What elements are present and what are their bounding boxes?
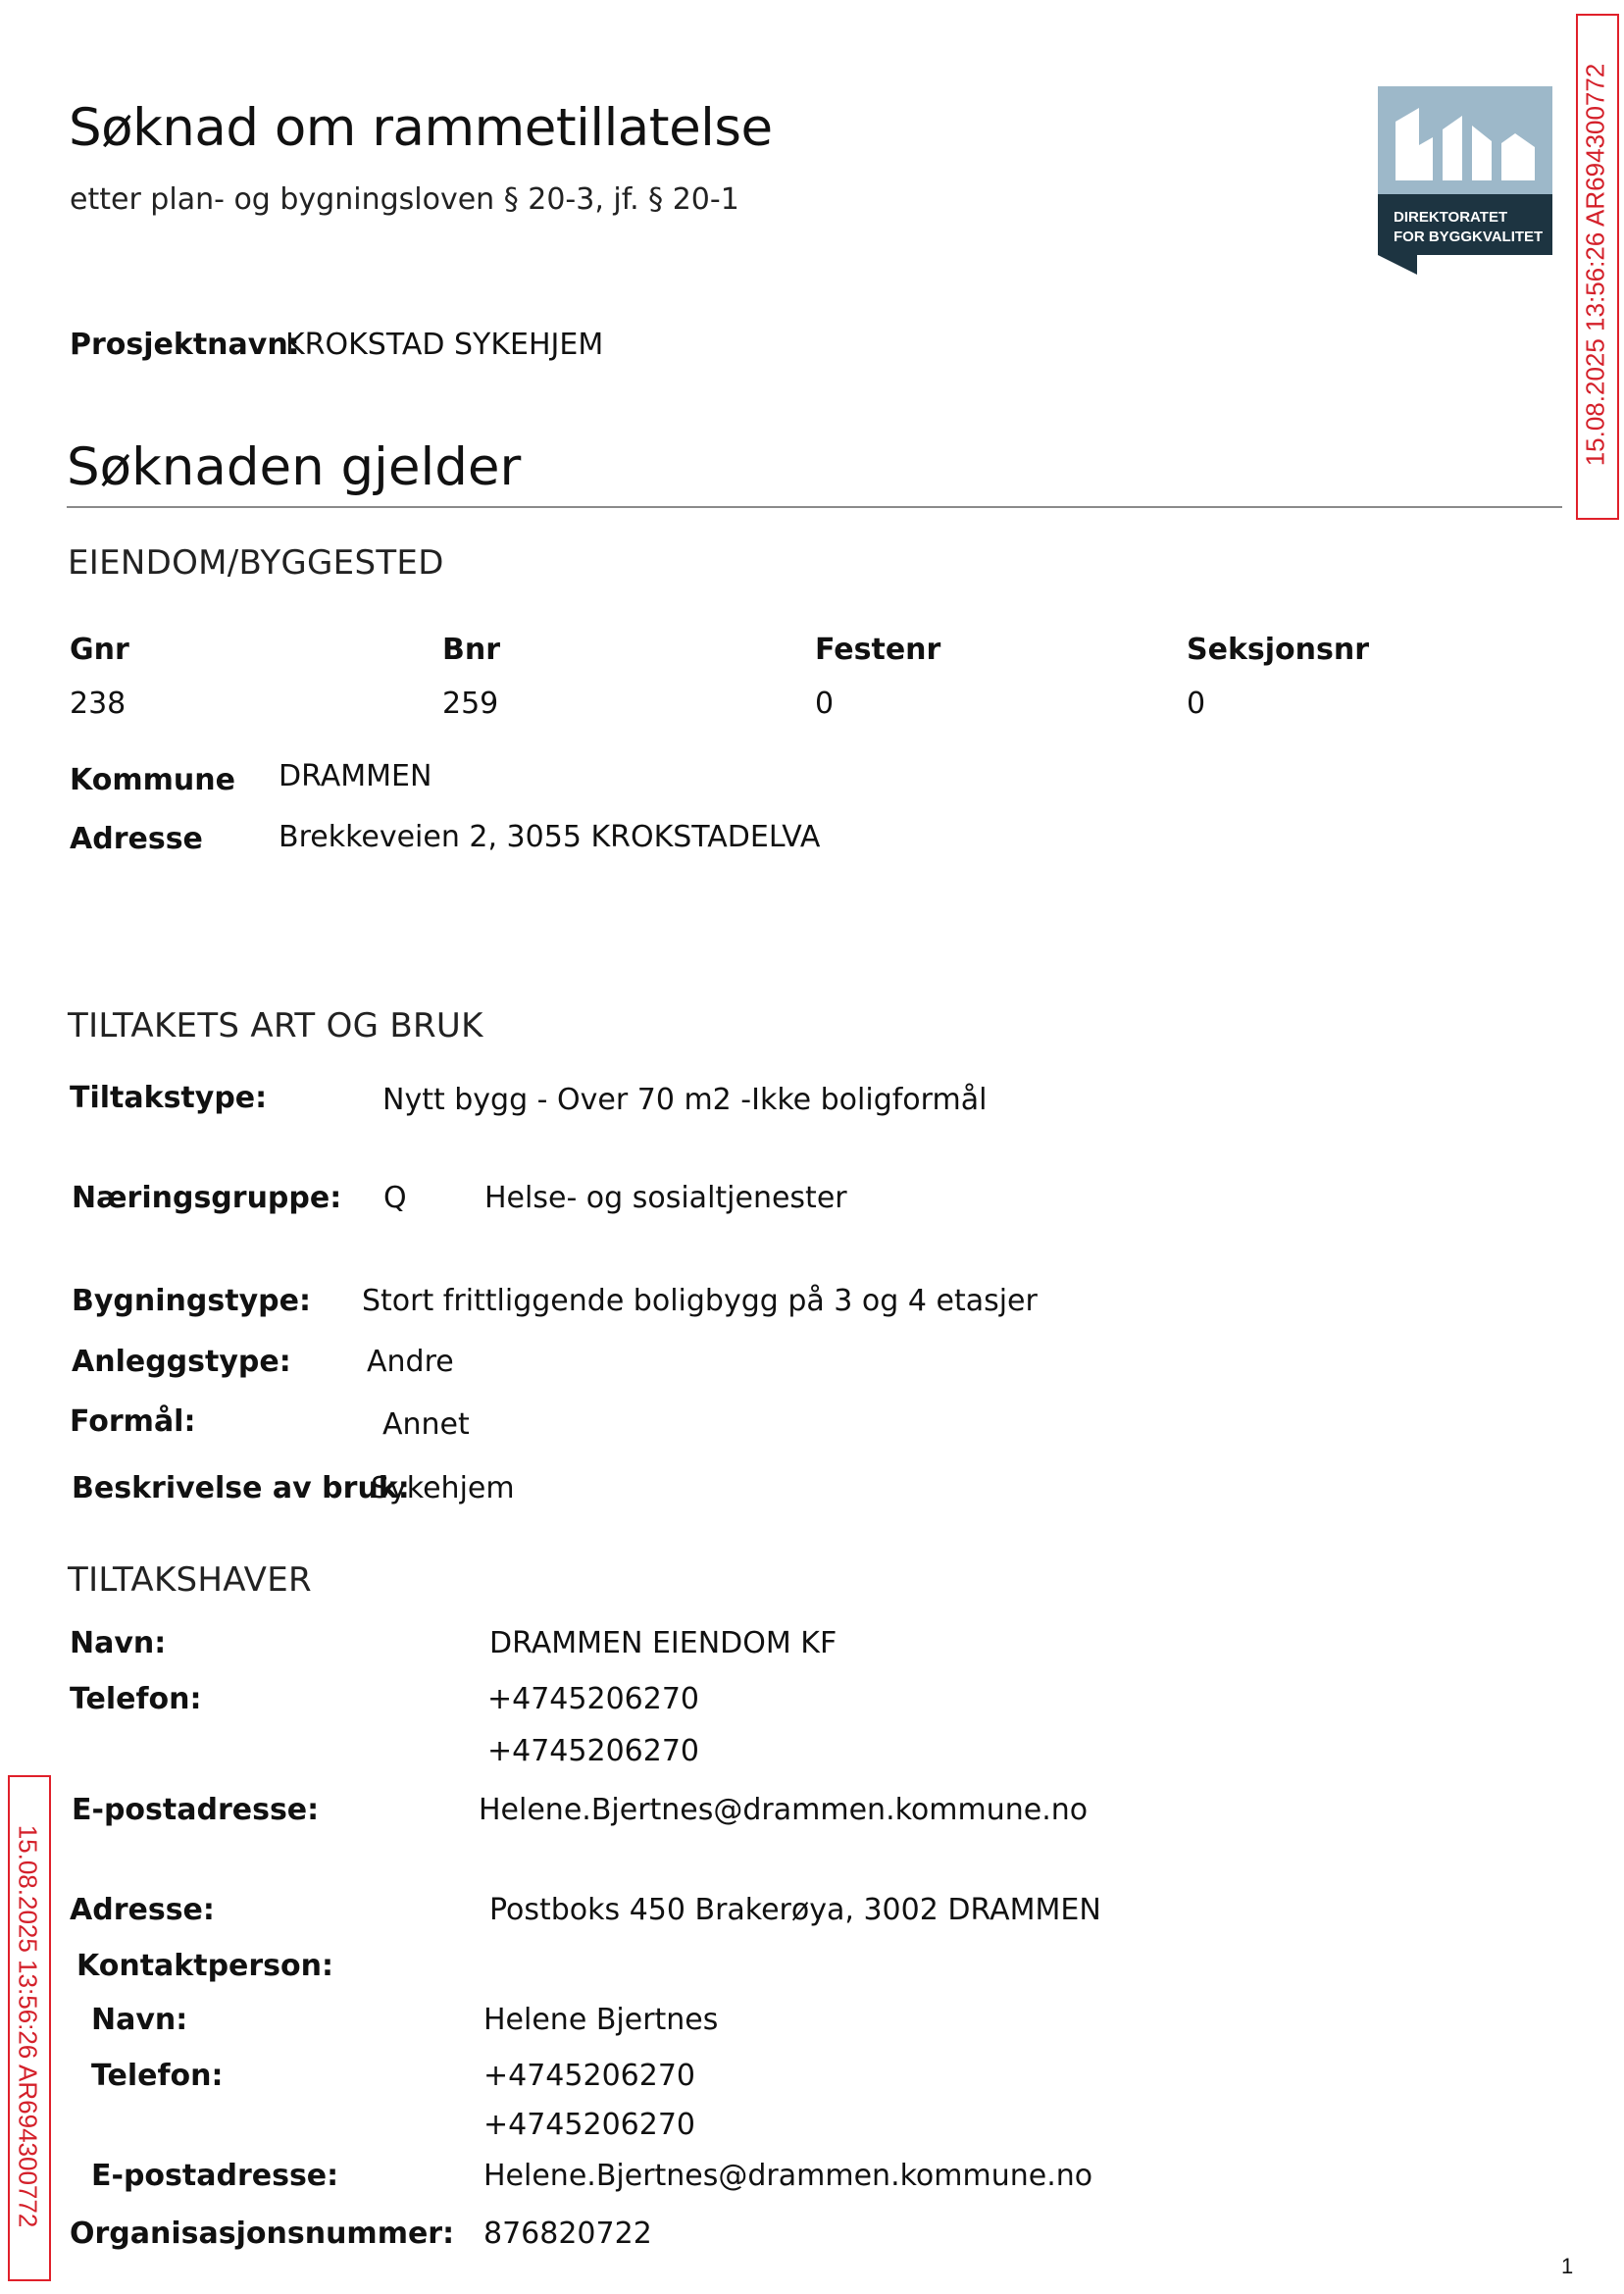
gnr-label: Gnr [70, 633, 129, 667]
tiltakshaver-navn-value: DRAMMEN EIENDOM KF [489, 1626, 837, 1660]
kommune-value: DRAMMEN [279, 759, 432, 793]
kontakt-navn-label: Navn: [91, 2003, 188, 2037]
tiltak-heading: TILTAKETS ART OG BRUK [68, 1006, 483, 1045]
gnr-value: 238 [70, 687, 127, 721]
kontakt-navn-value: Helene Bjertnes [483, 2003, 719, 2037]
orgnr-value: 876820722 [483, 2217, 652, 2251]
bruk-label: Beskrivelse av bruk: [72, 1471, 410, 1505]
document-subtitle: etter plan- og bygningsloven § 20-3, jf. § 20-1 [70, 182, 739, 217]
naeringsgruppe-code: Q [383, 1181, 407, 1215]
kommune-label: Kommune [70, 763, 235, 797]
logo-text-1: DIREKTORATET [1394, 209, 1508, 226]
naeringsgruppe-label: Næringsgruppe: [72, 1181, 342, 1215]
document-title: Søknad om rammetillatelse [69, 98, 773, 158]
tiltakshaver-adresse-value: Postboks 450 Brakerøya, 3002 DRAMMEN [489, 1893, 1101, 1927]
bruk-value: Sykehjem [371, 1471, 515, 1505]
bygningstype-value: Stort frittliggende boligbygg på 3 og 4 etasjer [362, 1284, 1038, 1318]
logo-text-2: FOR BYGGKVALITET [1394, 229, 1544, 245]
stamp-left-text: 15.08.2025 13:56:26 AR694300772 [13, 1824, 43, 2228]
kontakt-epost-value: Helene.Bjertnes@drammen.kommune.no [483, 2159, 1093, 2193]
anleggstype-value: Andre [367, 1345, 454, 1379]
orgnr-label: Organisasjonsnummer: [70, 2217, 455, 2251]
anleggstype-label: Anleggstype: [72, 1345, 291, 1379]
festenr-label: Festenr [815, 633, 941, 667]
kontakt-telefon-label: Telefon: [91, 2059, 224, 2093]
tiltakshaver-heading: TILTAKSHAVER [68, 1560, 312, 1600]
formal-label: Formål: [70, 1404, 196, 1439]
building-logo-icon [1378, 86, 1552, 275]
naeringsgruppe-value: Helse- og sosialtjenester [484, 1181, 847, 1215]
seksjonsnr-value: 0 [1187, 687, 1206, 721]
project-value: KROKSTAD SYKEHJEM [285, 328, 604, 362]
adresse-label: Adresse [70, 822, 203, 856]
tiltakshaver-telefon-2: +4745206270 [487, 1734, 700, 1768]
tiltakshaver-telefon-label: Telefon: [70, 1682, 202, 1716]
festenr-value: 0 [815, 687, 835, 721]
section-divider [67, 506, 1562, 508]
kontakt-telefon-1: +4745206270 [483, 2059, 696, 2093]
eiendom-heading: EIENDOM/BYGGESTED [68, 543, 444, 583]
dibk-logo [1378, 86, 1552, 275]
tiltakshaver-epost-value: Helene.Bjertnes@drammen.kommune.no [479, 1793, 1089, 1827]
bnr-value: 259 [442, 687, 499, 721]
formal-value: Annet [382, 1407, 470, 1442]
project-label: Prosjektnavn: [70, 328, 300, 362]
tiltakshaver-navn-label: Navn: [70, 1626, 167, 1660]
kontakt-telefon-2: +4745206270 [483, 2108, 696, 2142]
kontakt-epost-label: E-postadresse: [91, 2159, 339, 2193]
bygningstype-label: Bygningstype: [72, 1284, 311, 1318]
bnr-label: Bnr [442, 633, 501, 667]
stamp-right-text: 15.08.2025 13:56:26 AR694300772 [1580, 63, 1610, 467]
tiltakstype-label: Tiltakstype: [70, 1081, 268, 1115]
adresse-value: Brekkeveien 2, 3055 KROKSTADELVA [279, 820, 821, 854]
tiltakshaver-epost-label: E-postadresse: [72, 1793, 320, 1827]
tiltakstype-value: Nytt bygg - Over 70 m2 -Ikke boligformål [382, 1083, 988, 1117]
kontaktperson-label: Kontaktperson: [76, 1949, 334, 1983]
tiltakshaver-adresse-label: Adresse: [70, 1893, 215, 1927]
tiltakshaver-telefon-1: +4745206270 [487, 1682, 700, 1716]
seksjonsnr-label: Seksjonsnr [1187, 633, 1370, 667]
page-number: 1 [1561, 2254, 1574, 2278]
section-heading: Søknaden gjelder [67, 437, 522, 497]
